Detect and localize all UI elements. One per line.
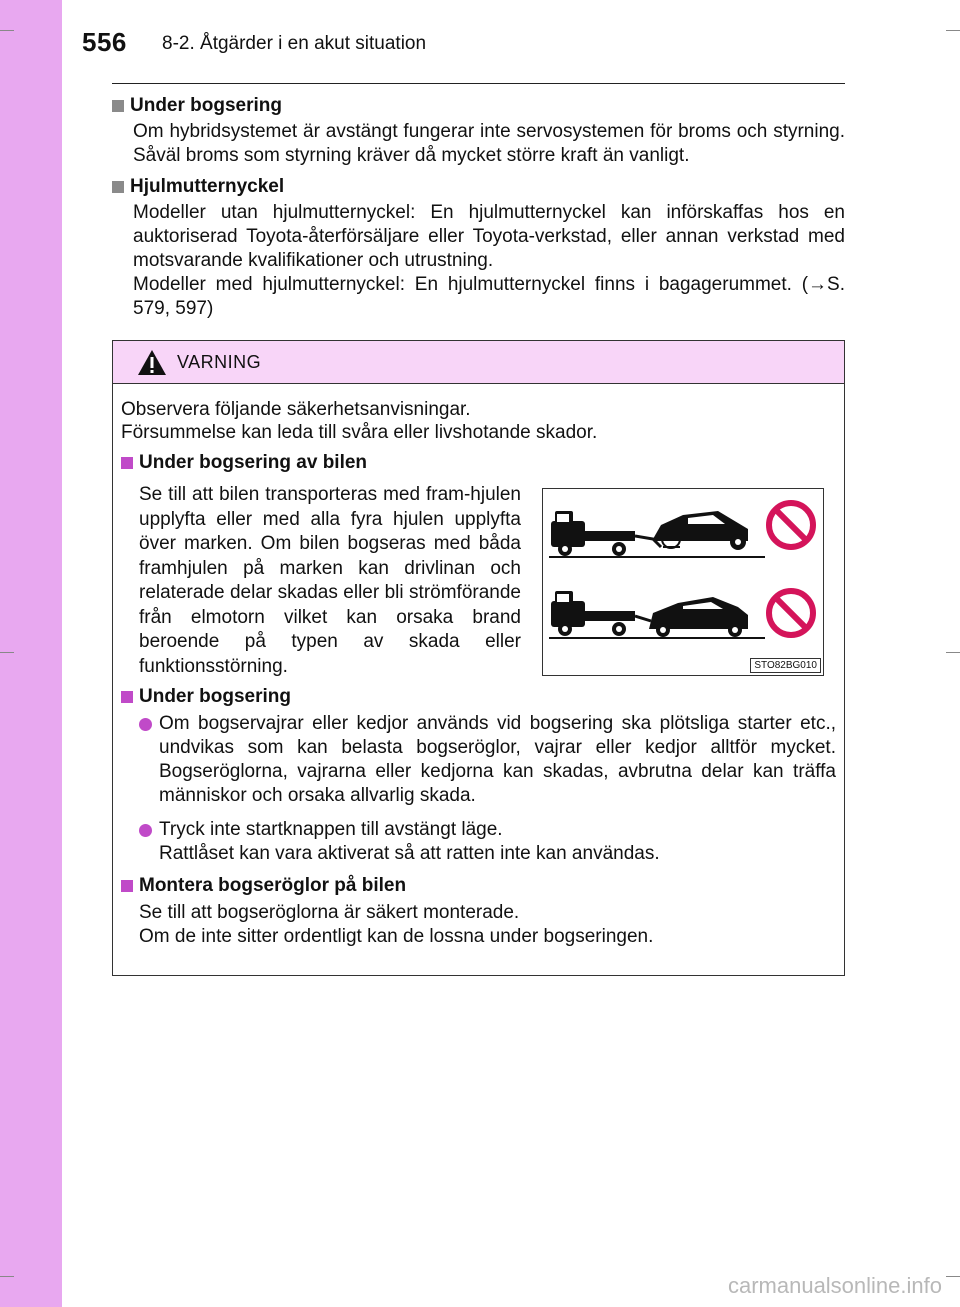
crop-mark: [946, 1276, 960, 1277]
towing-description: Se till att bilen transporteras med fram-hjulen upplyfta eller med alla fyra hjulen upplyfta över marken. Om bilen bogseras med båda framhjulen på marken kan drivlinan och relaterade delar skadas eller bli strömförande från elmotorn vilket kan orsaka brand beroende på typen av skada eller funktionsstörning.: [139, 484, 521, 677]
towing-row: [121, 483, 836, 679]
list-item-line: Tryck inte startknappen till avstängt läge.: [159, 819, 503, 840]
paragraph: Se till att bogseröglorna är säkert monterade.: [139, 902, 520, 923]
crop-mark: [0, 30, 14, 31]
square-bullet-icon: [112, 181, 124, 193]
warning-intro: Observera följande säkerhetsanvisningar.: [121, 399, 471, 420]
paragraph: Modeller utan hjulmutternyckel: En hjulmutternyckel kan införskaffas hos en auktoriserad Toyota-återförsäljare eller Toyota-verkstad, eller annan verkstad med motsvarande kvalifikationer och utrustning.: [133, 202, 845, 271]
warning-body: [113, 384, 844, 949]
main-content: [112, 92, 845, 326]
list-item-line: Rattlåset kan vara aktiverat så att ratten inte kan användas.: [159, 843, 660, 864]
section-heading-text: Hjulmutternyckel: [130, 176, 285, 197]
warning-header: [113, 341, 844, 384]
page-number: 556: [82, 27, 127, 57]
list-item-text: Om bogservajrar eller kedjor används vid bogsering ska plötsliga starter etc., undvikas som kan belasta bogseröglor, vajrar eller kedjor alltför mycket. Bogseröglorna, vajrarna eller kedjorna kan skadas, avbrutna delar kan träffa människor och orsaka allvarlig skada.: [159, 713, 836, 806]
list-item: [121, 818, 836, 866]
list-item-text: [159, 818, 836, 866]
circle-bullet-icon: [139, 824, 152, 837]
warning-subheading-text: Under bogsering av bilen: [139, 452, 368, 473]
warning-subheading-text: Montera bogseröglor på bilen: [139, 875, 407, 896]
warning-subheading: [121, 874, 836, 898]
warning-triangle-icon: [137, 349, 167, 376]
header-rule: [112, 83, 845, 84]
paragraph: Modeller med hjulmutternyckel: En hjulmutternyckel finns i bagagerummet. (→S. 579, 597): [133, 274, 845, 319]
crop-mark: [946, 652, 960, 653]
section-title: 8-2. Åtgärder i en akut situation: [162, 33, 427, 54]
warning-box: [112, 340, 845, 976]
warning-title: VARNING: [177, 351, 262, 372]
square-bullet-icon: [112, 100, 124, 112]
paragraph: Om de inte sitter ordentligt kan de lossna under bogseringen.: [139, 926, 654, 947]
section-heading: [112, 92, 845, 120]
paragraph: Om hybridsystemet är avstängt fungerar inte servosystemen för broms och styrning. Såväl broms som styrning kräver då mycket större kraft än vanligt.: [133, 121, 845, 166]
square-bullet-icon: [121, 457, 133, 469]
circle-bullet-icon: [139, 718, 152, 731]
illustration-code: STO82BG010: [750, 658, 821, 673]
tow-truck-illustration-icon: [543, 489, 823, 675]
towing-illustration: [542, 488, 824, 676]
square-bullet-icon: [121, 880, 133, 892]
side-tab: [0, 0, 62, 1307]
warning-intro: Försummelse kan leda till svåra eller livshotande skador.: [121, 422, 598, 443]
warning-subheading: [121, 451, 836, 475]
square-bullet-icon: [121, 691, 133, 703]
warning-subheading-text: Under bogsering: [139, 686, 292, 707]
watermark: carmanualsonline.info: [727, 1273, 942, 1298]
crop-mark: [0, 652, 14, 653]
section-heading: [112, 173, 845, 201]
crop-mark: [0, 1276, 14, 1277]
warning-subheading: [121, 685, 836, 709]
section-heading-text: Under bogsering: [130, 95, 283, 116]
crop-mark: [946, 30, 960, 31]
list-item: [121, 712, 836, 808]
